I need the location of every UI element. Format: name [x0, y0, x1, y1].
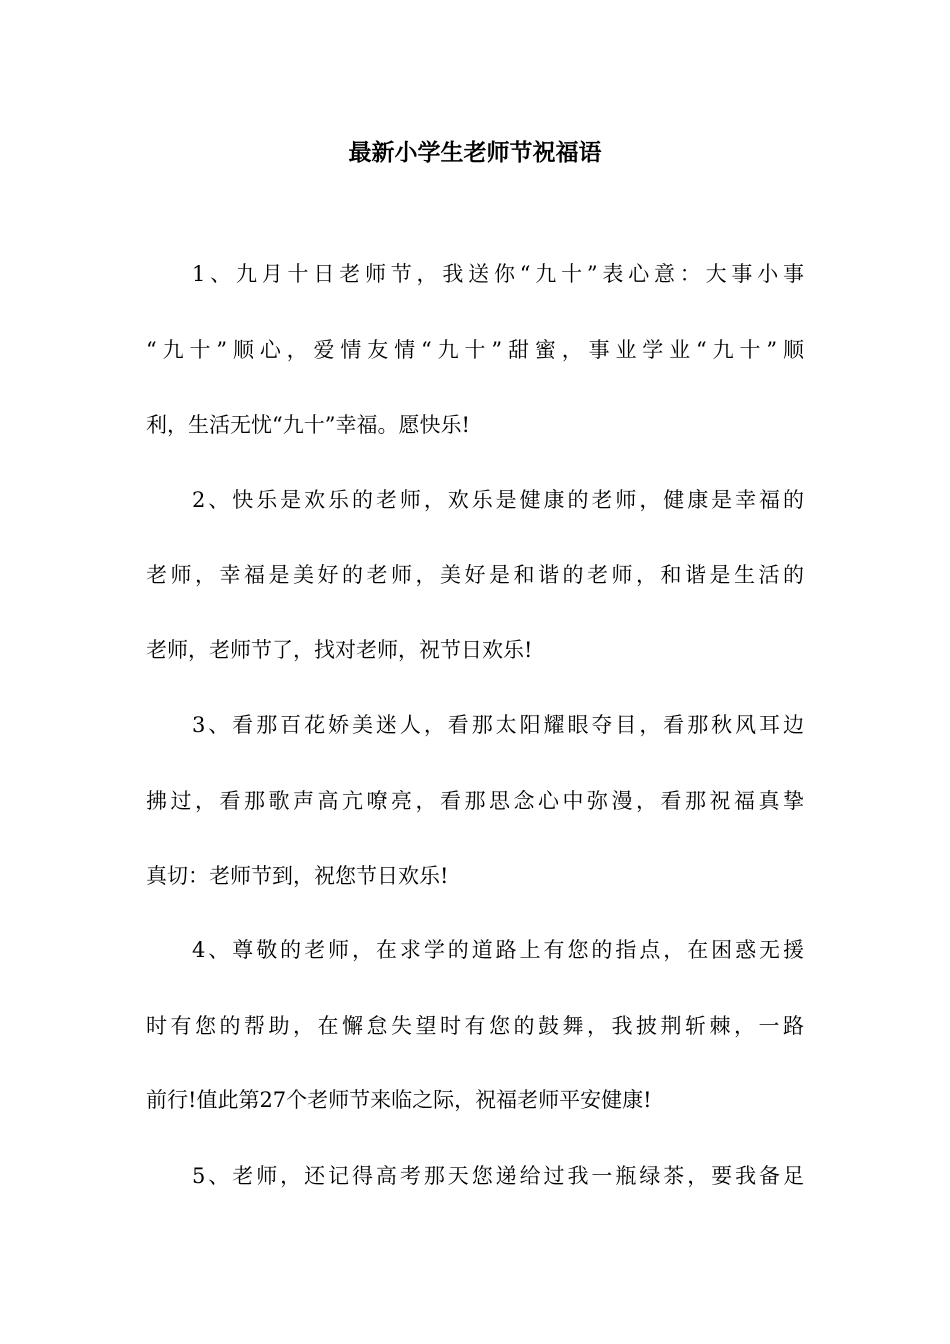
paragraph-4-line-1: 4、尊敬的老师，在求学的道路上有您的指点，在困惑无援: [192, 938, 804, 962]
paragraph-1-line-1: 1、九月十日老师节，我送你“九十”表心意：大事小事: [192, 262, 804, 286]
paragraph-4-line-3: 前行!值此第27个老师节来临之际，祝福老师平安健康!: [146, 1088, 652, 1112]
paragraph-4-line-2: 时有您的帮助，在懈怠失望时有您的鼓舞，我披荆斩棘，一路: [146, 1014, 804, 1038]
paragraph-3-line-2: 拂过，看那歌声高亢嘹亮，看那思念心中弥漫，看那祝福真挚: [146, 789, 804, 813]
paragraph-1-line-3: 利，生活无忧“九十”幸福。愿快乐!: [146, 413, 470, 437]
document-title: 最新小学生老师节祝福语: [348, 140, 602, 166]
paragraph-5-line-1: 5、老师，还记得高考那天您递给过我一瓶绿茶，要我备足: [192, 1164, 804, 1188]
paragraph-3-line-3: 真切：老师节到，祝您节日欢乐!: [146, 864, 449, 888]
paragraph-3-line-1: 3、看那百花娇美迷人，看那太阳耀眼夺目，看那秋风耳边: [192, 713, 804, 737]
paragraph-2-line-1: 2、快乐是欢乐的老师，欢乐是健康的老师，健康是幸福的: [192, 488, 804, 512]
paragraph-2-line-3: 老师，老师节了，找对老师，祝节日欢乐!: [146, 638, 533, 662]
paragraph-1-line-2: “九十”顺心，爱情友情“九十”甜蜜，事业学业“九十”顺: [146, 338, 804, 362]
paragraph-2-line-2: 老师，幸福是美好的老师，美好是和谐的老师，和谐是生活的: [146, 563, 804, 587]
